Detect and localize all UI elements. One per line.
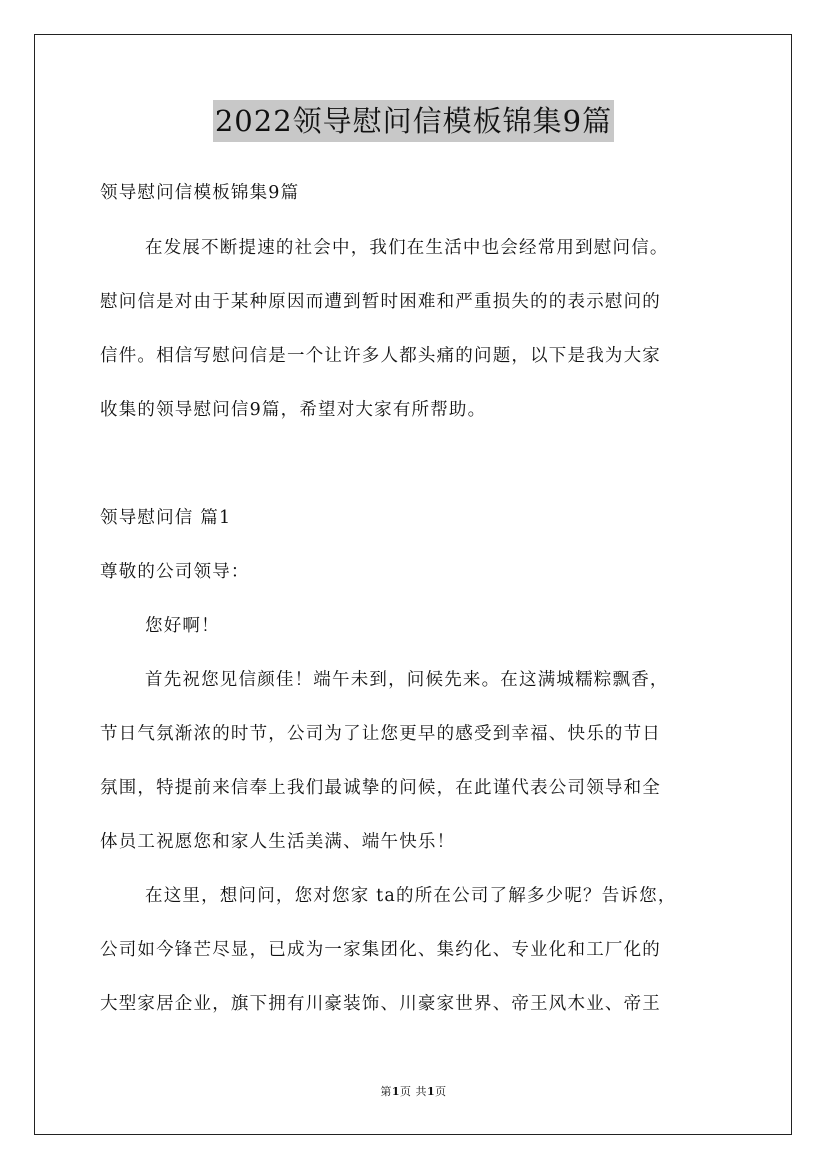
body-line: 信件。相信写慰问信是一个让许多人都头痛的问题，以下是我为大家 <box>100 346 661 366</box>
greeting: 您好啊！ <box>145 616 220 636</box>
body-line: 慰问信是对由于某种原因而遭到暂时困难和严重损失的的表示慰问的 <box>100 292 661 312</box>
section-heading: 领导慰问信 篇1 <box>100 508 232 528</box>
footer-suffix: 页 <box>435 1085 447 1098</box>
footer-mid: 页 共 <box>400 1085 427 1098</box>
body-line: 氛围，特提前来信奉上我们最诚挚的问候，在此谨代表公司领导和全 <box>100 778 661 798</box>
footer-total-pages: 1 <box>427 1085 436 1098</box>
body-line: 在这里，想问问，您对您家 ta的所在公司了解多少呢？告诉您， <box>145 886 677 906</box>
footer-page-number: 1 <box>391 1085 400 1098</box>
salutation: 尊敬的公司领导： <box>100 562 250 582</box>
body-line: 在发展不断提速的社会中，我们在生活中也会经常用到慰问信。 <box>145 238 669 258</box>
body-line: 收集的领导慰问信9篇，希望对大家有所帮助。 <box>100 400 487 420</box>
body-line: 首先祝您见信颜佳！端午未到，问候先来。在这满城糯粽飘香， <box>145 670 669 690</box>
footer-prefix: 第 <box>380 1085 392 1098</box>
body-line: 节日气氛渐浓的时节，公司为了让您更早的感受到幸福、快乐的节日 <box>100 724 661 744</box>
body-line: 公司如今锋芒尽显，已成为一家集团化、集约化、专业化和工厂化的 <box>100 940 661 960</box>
document-title: 2022领导慰问信模板锦集9篇 <box>213 100 614 142</box>
body-line: 大型家居企业，旗下拥有川豪装饰、川豪家世界、帝王风木业、帝王 <box>100 994 661 1014</box>
subtitle-line: 领导慰问信模板锦集9篇 <box>100 183 300 203</box>
page-footer <box>0 1085 827 1099</box>
title-container <box>0 100 827 142</box>
body-line: 体员工祝愿您和家人生活美满、端午快乐！ <box>100 832 456 852</box>
